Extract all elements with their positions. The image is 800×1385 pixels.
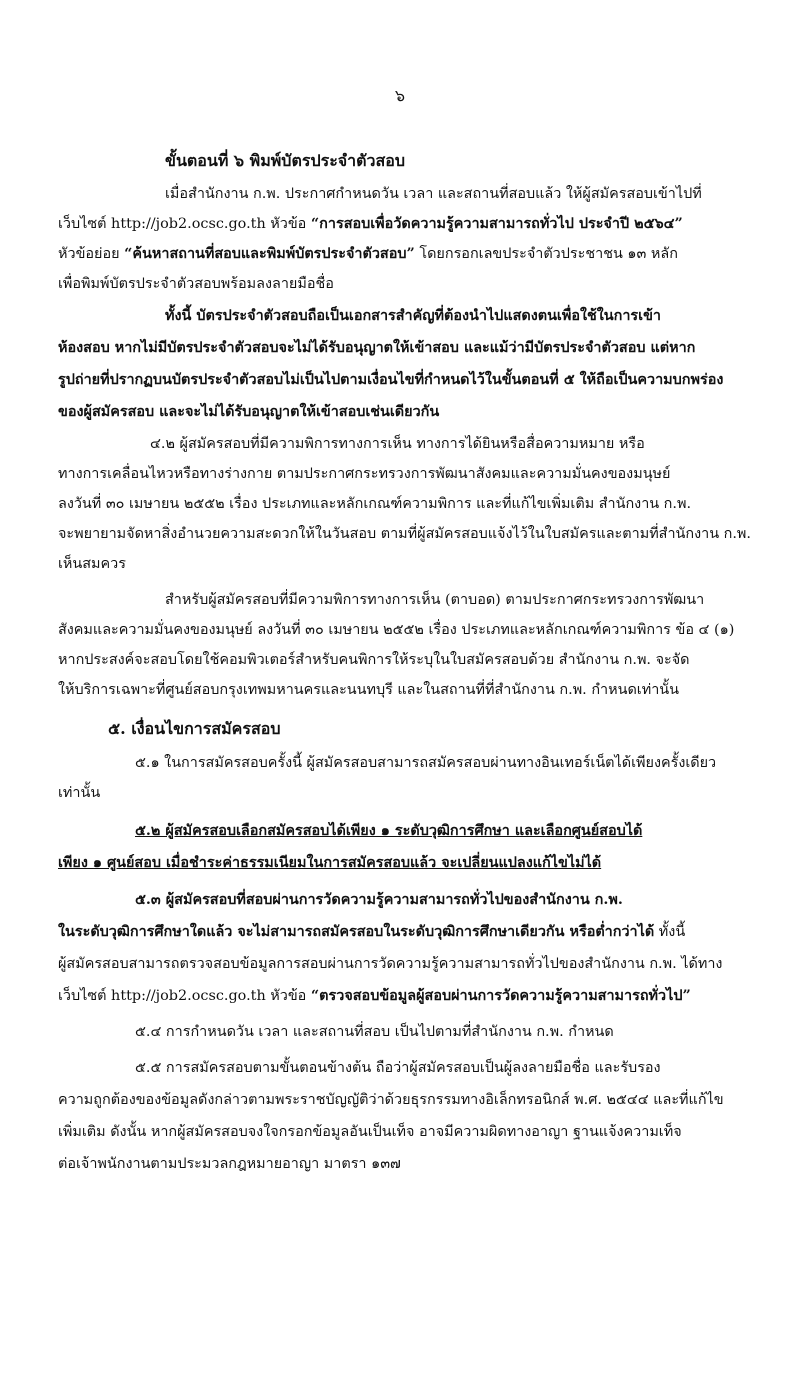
section55-line1: ๕.๕ การสมัครสอบตามขั้นตอนข้างต้น ถือว่าผู้สมัครสอบเป็นผู้ลงลายมือชื่อ และรับรอง (135, 1060, 661, 1076)
step6-p1-line2-topic: “การสอบเพื่อวัดความรู้ความสามารถทั่วไป ประจำปี ๒๕๖๔” (310, 215, 683, 232)
section53-line2 (0, 921, 800, 943)
step6-p2-line4: ของผู้สมัครสอบ และจะไม่ได้รับอนุญาตให้เข้าสอบเช่นเดียวกัน (58, 403, 440, 420)
section51-line2: เท่านั้น (58, 785, 101, 801)
step6-p1-line3 (0, 243, 800, 265)
section53-line4 (0, 985, 800, 1007)
step6-p1-line4: เพื่อพิมพ์บัตรประจำตัวสอบพร้อมลงลายมือชื่อ (58, 276, 334, 292)
section54-line1: ๕.๔ การกำหนดวัน เวลา และสถานที่สอบ เป็นไปตามที่สำนักงาน ก.พ. กำหนด (135, 1024, 614, 1040)
section55-line2: ความถูกต้องของข้อมูลดังกล่าวตามพระราชบัญญัติว่าด้วยธุรกรรมทางอิเล็กทรอนิกส์ พ.ศ. ๒๕๔๔ และที่แก้ไข (58, 1092, 724, 1108)
section42-line2: ทางการเคลื่อนไหวหรือทางร่างกาย ตามประกาศกระทรวงการพัฒนาสังคมและความมั่นคงของมนุษย์ (58, 466, 671, 482)
section51-line1: ๕.๑ ในการสมัครสอบครั้งนี้ ผู้สมัครสอบสามารถสมัครสอบผ่านทางอินเทอร์เน็ตได้เพียงครั้งเดียว (135, 755, 717, 771)
section42-line4: จะพยายามจัดหาสิ่งอำนวยความสะดวกให้ในวันสอบ ตามที่ผู้สมัครสอบแจ้งไว้ในใบสมัครและตามที่สำนักงาน ก.พ. (58, 526, 751, 542)
section53-line1: ๕.๓ ผู้สมัครสอบที่สอบผ่านการวัดความรู้ความสามารถทั่วไปของสำนักงาน ก.พ. (135, 891, 623, 908)
section53-line4-text: เว็บไซต์ http://job2.ocsc.go.th หัวข้อ (58, 988, 311, 1004)
section42-line3: ลงวันที่ ๓๐ เมษายน ๒๕๕๒ เรื่อง ประเภทและหลักเกณฑ์ความพิการ และที่แก้ไขเพิ่มเติม สำนักงาน ก.พ. (58, 496, 692, 512)
section42-p2-line1: สำหรับผู้สมัครสอบที่มีความพิการทางการเห็น (ตาบอด) ตามประกาศกระทรวงการพัฒนา (165, 592, 705, 608)
section55-line3: เพิ่มเติม ดังนั้น หากผู้สมัครสอบจงใจกรอกข้อมูลอันเป็นเท็จ อาจมีความผิดทางอาญา ฐานแจ้งความเท็จ (58, 1124, 682, 1140)
section42-p2-line2: สังคมและความมั่นคงของมนุษย์ ลงวันที่ ๓๐ เมษายน ๒๕๕๒ เรื่อง ประเภทและหลักเกณฑ์ความพิการ ข้อ ๔ (๑) (58, 622, 735, 638)
step6-p1-line3-subtopic: “ค้นหาสถานที่สอบและพิมพ์บัตรประจำตัวสอบ” (124, 245, 415, 262)
step6-p1-line1: เมื่อสำนักงาน ก.พ. ประกาศกำหนดวัน เวลา และสถานที่สอบแล้ว ให้ผู้สมัครสอบเข้าไปที่ (165, 186, 702, 202)
section42-p2-line4: ให้บริการเฉพาะที่ศูนย์สอบกรุงเทพมหานครและนนทบุรี และในสถานที่ที่สำนักงาน ก.พ. กำหนดเท่านั้น (58, 682, 679, 698)
section55-line4: ต่อเจ้าพนักงานตามประมวลกฎหมายอาญา มาตรา ๑๓๗ (58, 1156, 401, 1172)
section53-line2-bold: ในระดับวุฒิการศึกษาใดแล้ว จะไม่สามารถสมัครสอบในระดับวุฒิการศึกษาเดียวกัน หรือต่ำกว่าได้ (58, 923, 655, 940)
section52-line1: ๕.๒ ผู้สมัครสอบเลือกสมัครสอบได้เพียง ๑ ระดับวุฒิการศึกษา และเลือกศูนย์สอบได้ (135, 822, 643, 839)
step6-p1-line3-tail: โดยกรอกเลขประจำตัวประชาชน ๑๓ หลัก (414, 246, 678, 262)
section53-line3: ผู้สมัครสอบสามารถตรวจสอบข้อมูลการสอบผ่านการวัดความรู้ความสามารถทั่วไปของสำนักงาน ก.พ. ได้ทาง (58, 956, 723, 972)
section42-line1: ๔.๒ ผู้สมัครสอบที่มีความพิการทางการเห็น ทางการได้ยินหรือสื่อความหมาย หรือ (150, 436, 645, 452)
step6-p1-line3-text: หัวข้อย่อย (58, 246, 125, 262)
section53-line4-topic: “ตรวจสอบข้อมูลผู้สอบผ่านการวัดความรู้ความสามารถทั่วไป” (310, 987, 691, 1004)
step6-p2-line3: รูปถ่ายที่ปรากฏบนบัตรประจำตัวสอบไม่เป็นไปตามเงื่อนไขที่กำหนดไว้ในขั้นตอนที่ ๕ ให้ถือเป็นความบกพร่อง (58, 371, 724, 388)
section52-line2: เพียง ๑ ศูนย์สอบ เมื่อชำระค่าธรรมเนียมในการสมัครสอบแล้ว จะเปลี่ยนแปลงแก้ไขไม่ได้ (58, 854, 602, 871)
step6-p1-line2 (0, 213, 800, 235)
page-number: ๖ (394, 86, 406, 105)
section5-heading: ๕. เงื่อนไขการสมัครสอบ (108, 719, 281, 738)
section42-p2-line3: หากประสงค์จะสอบโดยใช้คอมพิวเตอร์สำหรับคนพิการให้ระบุในใบสมัครสอบด้วย สำนักงาน ก.พ. จะจัด (58, 652, 690, 668)
section53-line2-tail: ทั้งนี้ (654, 924, 686, 940)
step6-p2-line2: ห้องสอบ หากไม่มีบัตรประจำตัวสอบจะไม่ได้รับอนุญาตให้เข้าสอบ และแม้ว่ามีบัตรประจำตัวสอบ แต่หาก (58, 339, 696, 356)
step6-heading: ขั้นตอนที่ ๖ พิมพ์บัตรประจำตัวสอบ (165, 151, 406, 170)
step6-p1-line2-text: เว็บไซต์ http://job2.ocsc.go.th หัวข้อ (58, 216, 311, 232)
section42-line5: เห็นสมควร (58, 556, 126, 572)
step6-p2-line1: ทั้งนี้ บัตรประจำตัวสอบถือเป็นเอกสารสำคัญที่ต้องนำไปแสดงตนเพื่อใช้ในการเข้า (165, 307, 661, 324)
